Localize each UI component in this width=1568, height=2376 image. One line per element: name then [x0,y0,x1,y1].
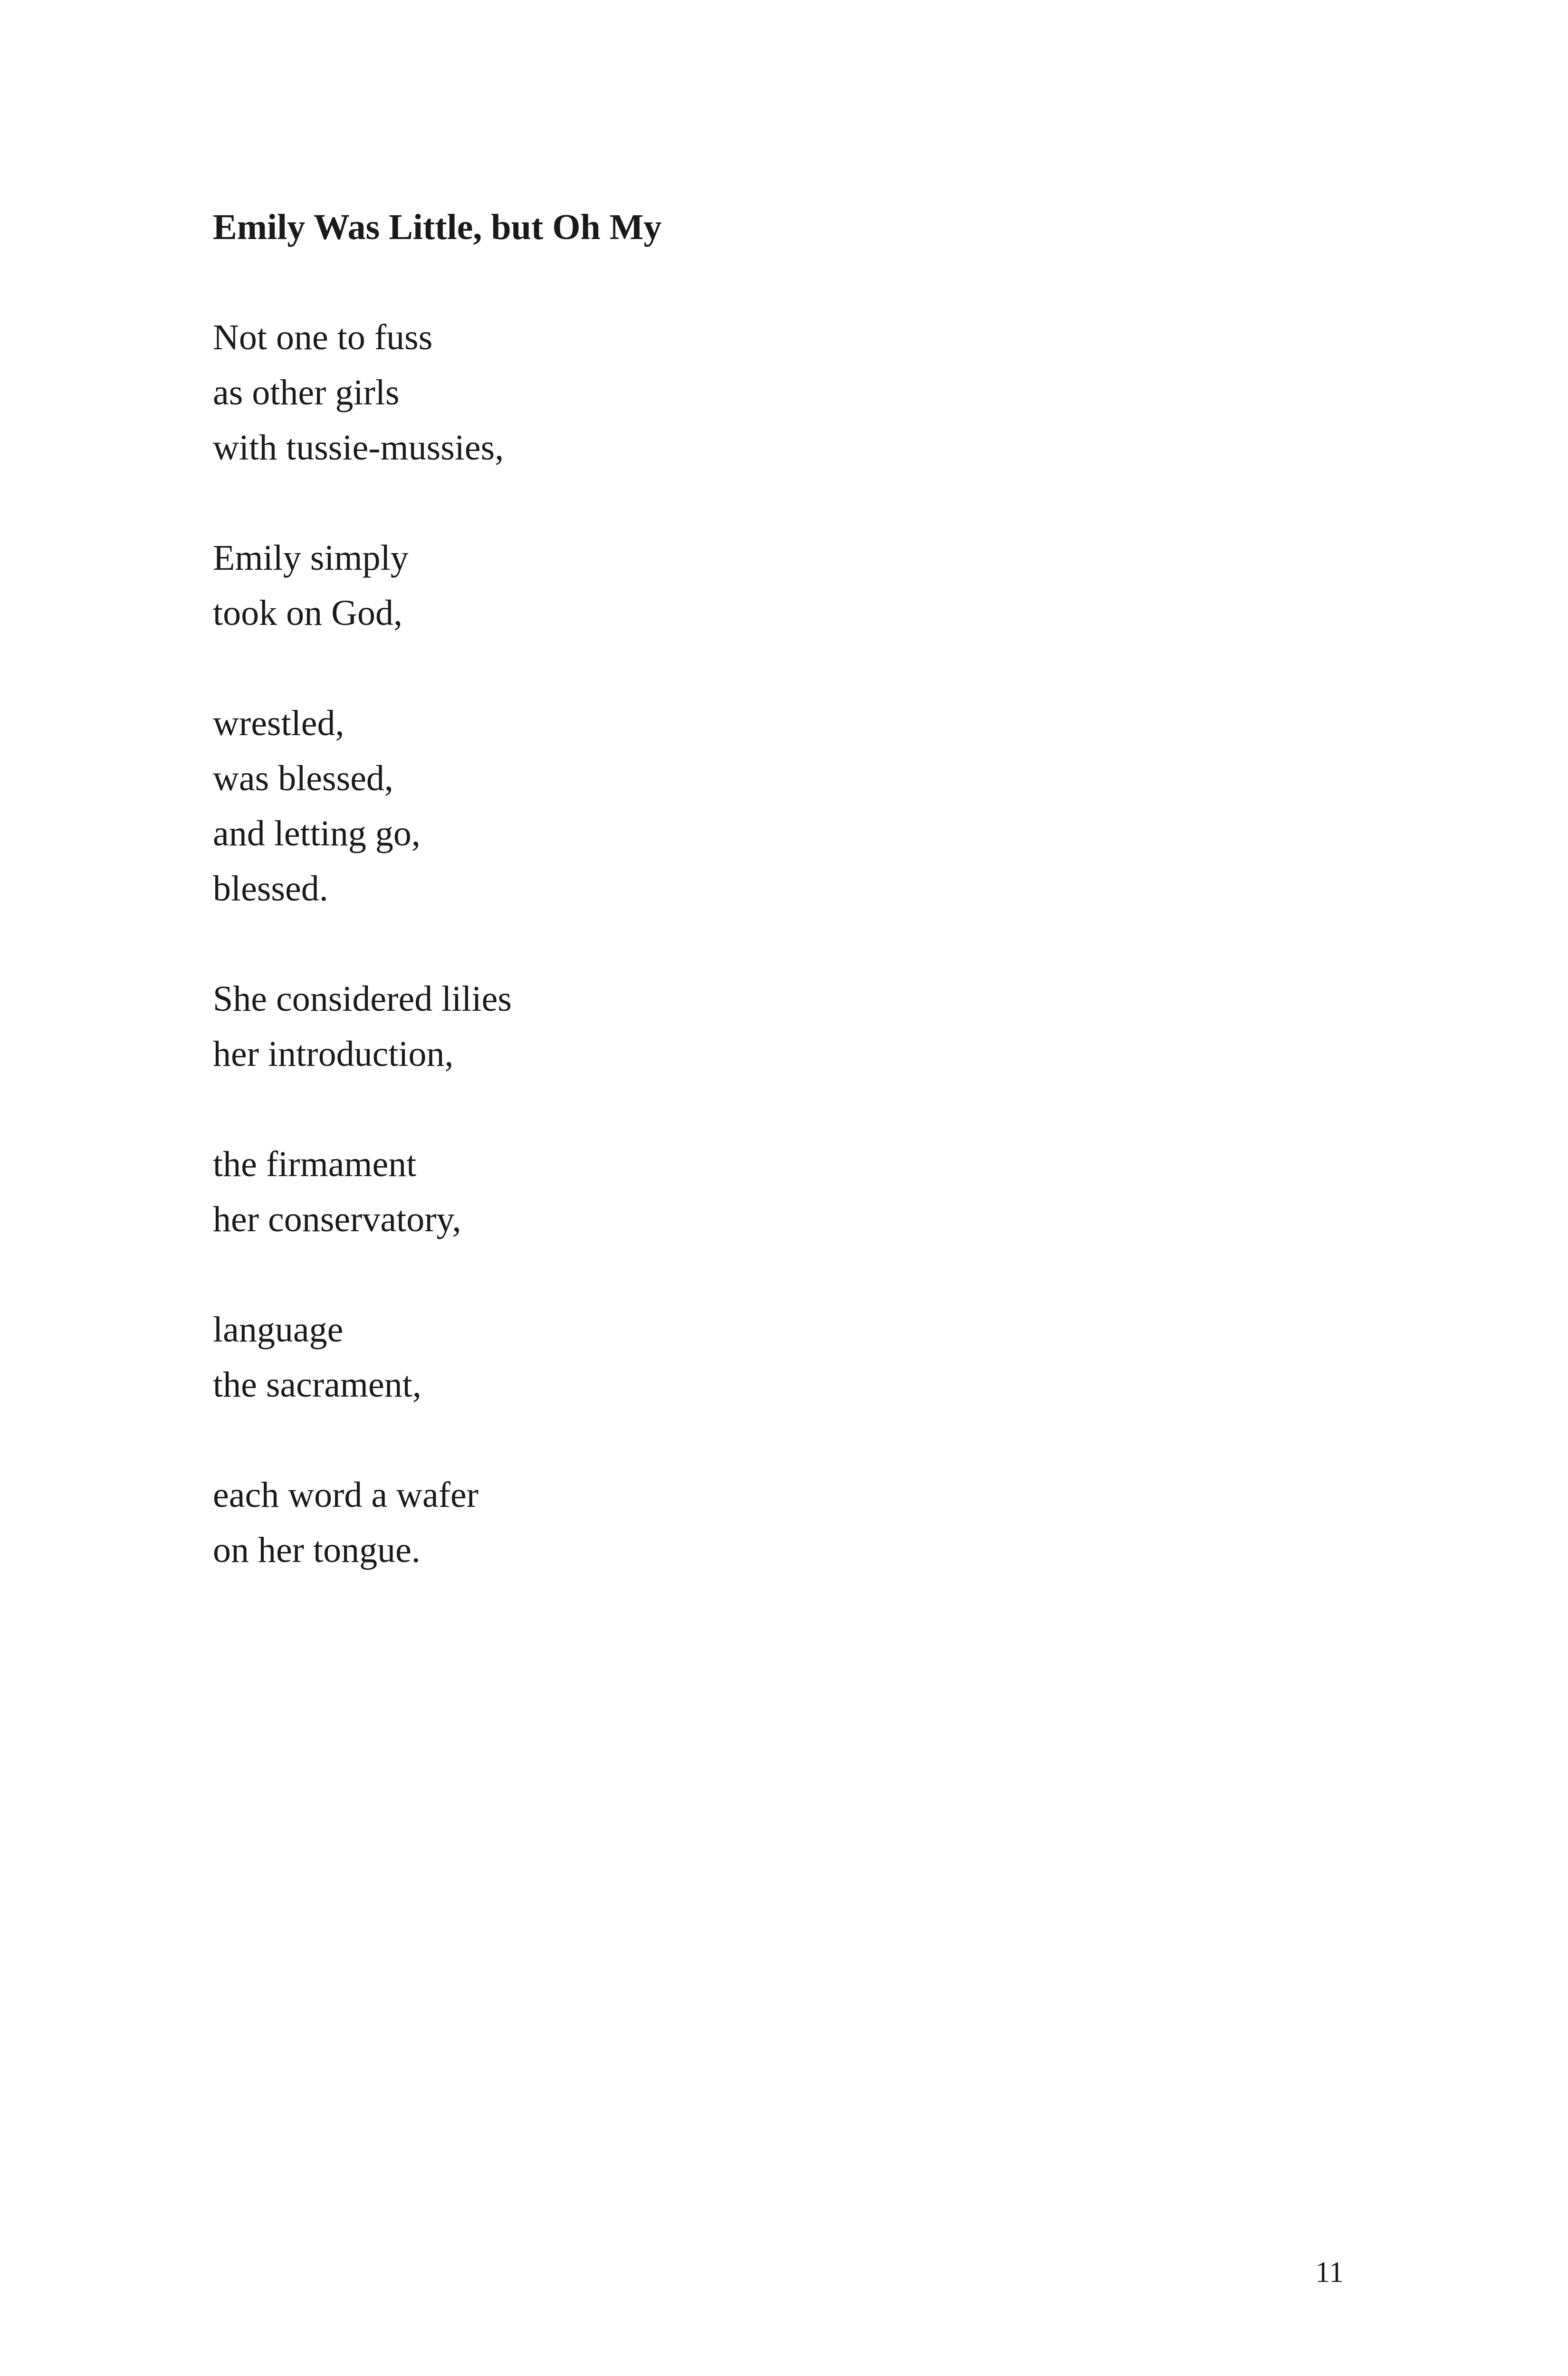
poem-line: the sacrament, [213,1365,421,1405]
poem-line: her conservatory, [213,1199,461,1239]
poem-title: Emily Was Little, but Oh My [213,207,662,247]
poem-stanzas [213,310,1353,1578]
poem-line: each word a wafer [213,1475,479,1515]
poem [213,200,1353,1633]
poem-line: Not one to fuss [213,317,433,357]
stanza-6 [213,1302,1353,1412]
stanza-7 [213,1467,1353,1578]
poem-line: took on God, [213,593,402,633]
poem-line: blessed. [213,869,328,909]
poem-line: on her tongue. [213,1530,421,1570]
poem-line: was blessed, [213,758,393,798]
stanza-2 [213,530,1353,641]
poem-line: with tussie-mussies, [213,428,504,468]
poem-line: She considered lilies [213,979,512,1019]
poem-line: the firmament [213,1144,417,1184]
stanza-1 [213,310,1353,475]
page-number: 11 [1315,2256,1344,2289]
poem-line: and letting go, [213,814,421,853]
poem-line: her introduction, [213,1034,454,1074]
stanza-3 [213,696,1353,916]
poem-line: as other girls [213,373,400,412]
poem-line: Emily simply [213,538,409,578]
stanza-5 [213,1137,1353,1247]
poem-line: language [213,1310,344,1350]
stanza-4 [213,971,1353,1082]
poem-line: wrestled, [213,703,344,743]
